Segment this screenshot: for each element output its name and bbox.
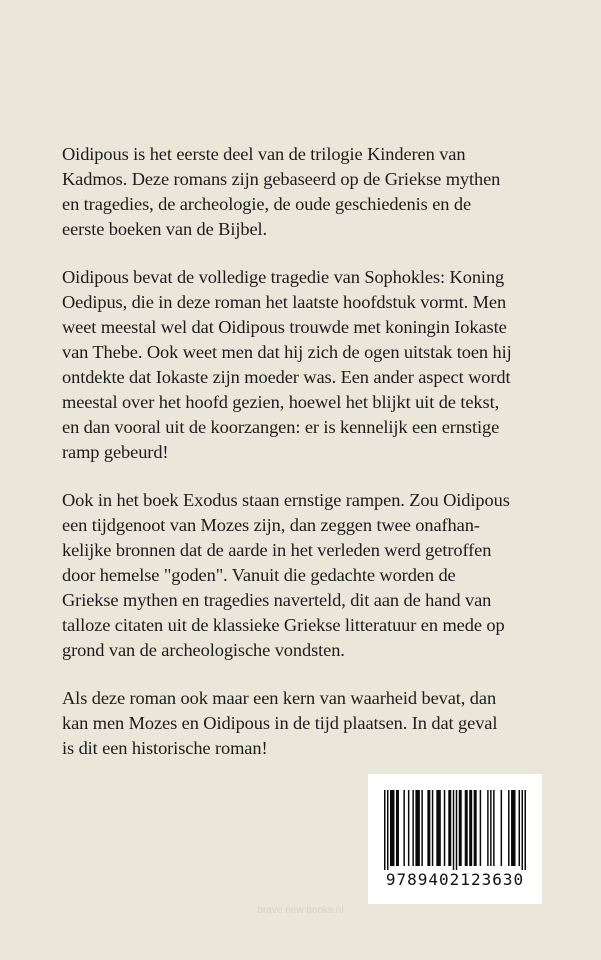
text-line: een tijdgenoot van Mozes zijn, dan zeggen twee onafhan- <box>62 515 480 535</box>
blurb-paragraph-1 <box>62 142 562 242</box>
barcode-bar <box>408 790 409 866</box>
text-line: ramp gebeurd! <box>62 442 169 462</box>
barcode-bar <box>436 790 440 866</box>
barcode-bar <box>490 790 491 866</box>
back-cover-blurb <box>62 142 562 784</box>
barcode-bar <box>448 790 451 866</box>
text-line: Ook in het boek Exodus staan ernstige rampen. Zou Oidipous <box>62 490 510 510</box>
blurb-paragraph-2 <box>62 265 562 465</box>
isbn-number: 9789402123630 <box>385 870 525 889</box>
blurb-paragraph-3 <box>62 488 562 663</box>
publisher-watermark: brave new books.nl <box>257 905 344 916</box>
text-line: van Thebe. Ook weet men dat hij zich de ogen uitstak toen hij <box>62 342 512 362</box>
barcode-bar <box>432 790 433 866</box>
barcode-bar <box>519 790 520 866</box>
barcode-bar <box>487 790 488 866</box>
barcode-bar <box>474 790 477 866</box>
barcode-bar <box>469 790 472 866</box>
text-line: kelijke bronnen dat de aarde in het verleden werd getroffen <box>62 540 492 560</box>
text-line: meestal over het hoofd gezien, hoewel het blijkt uit de tekst, <box>62 392 500 412</box>
barcode-bar <box>390 790 394 866</box>
barcode-bar <box>456 790 457 870</box>
text-line: Oidipous is het eerste deel van de trilogie Kinderen van <box>62 144 466 164</box>
barcode-bar <box>444 790 445 866</box>
barcode-bar <box>453 790 454 870</box>
barcode-bar <box>403 790 404 866</box>
text-line: en dan vooral uit de koorzangen: er is kennelijk een ernstige <box>62 417 500 437</box>
text-line: Kadmos. Deze romans zijn gebaseerd op de Griekse mythen <box>62 169 501 189</box>
barcode-bar <box>415 790 419 866</box>
barcode-bar <box>465 790 468 866</box>
text-line: kan men Mozes en Oidipous in de tijd plaatsen. In dat geval <box>62 713 498 733</box>
barcode-bar <box>480 790 481 866</box>
isbn-barcode <box>368 774 542 904</box>
text-line: Griekse mythen en tragedies naverteld, dit aan de hand van <box>62 590 492 610</box>
text-line: is dit een historische roman! <box>62 738 268 758</box>
barcode-bar <box>493 790 494 866</box>
blurb-paragraph-4 <box>62 686 562 761</box>
barcode-bar <box>396 790 399 866</box>
text-line: eerste boeken van de Bijbel. <box>62 219 268 239</box>
barcode-bars <box>384 790 526 870</box>
barcode-bar <box>459 790 462 866</box>
text-line: ontdekte dat Iokaste zijn moeder was. Een ander aspect wordt <box>62 367 511 387</box>
text-line: Oedipus, die in deze roman het laatste hoofdstuk vormt. Men <box>62 292 507 312</box>
barcode-bar <box>427 790 430 866</box>
text-line: Oidipous bevat de volledige tragedie van Sophokles: Koning <box>62 267 505 287</box>
text-line: grond van de archeologische vondsten. <box>62 640 345 660</box>
text-line: en tragedies, de archeologie, de oude geschiedenis en de <box>62 194 472 214</box>
barcode-bar <box>501 790 502 866</box>
barcode-bar <box>384 790 385 870</box>
barcode-bar <box>525 790 526 870</box>
text-line: Als deze roman ook maar een kern van waarheid bevat, dan <box>62 688 497 708</box>
barcode-bar <box>511 790 515 866</box>
text-line: door hemelse "goden". Vanuit die gedachte worden de <box>62 565 456 585</box>
barcode-bar <box>421 790 422 866</box>
barcode-bar <box>508 790 509 866</box>
barcode-bar <box>412 790 413 866</box>
barcode-bar <box>522 790 523 870</box>
barcode-bar <box>387 790 388 870</box>
text-line: weet meestal wel dat Oidipous trouwde met koningin Iokaste <box>62 317 507 337</box>
text-line: talloze citaten uit de klassieke Griekse litteratuur en mede op <box>62 615 505 635</box>
